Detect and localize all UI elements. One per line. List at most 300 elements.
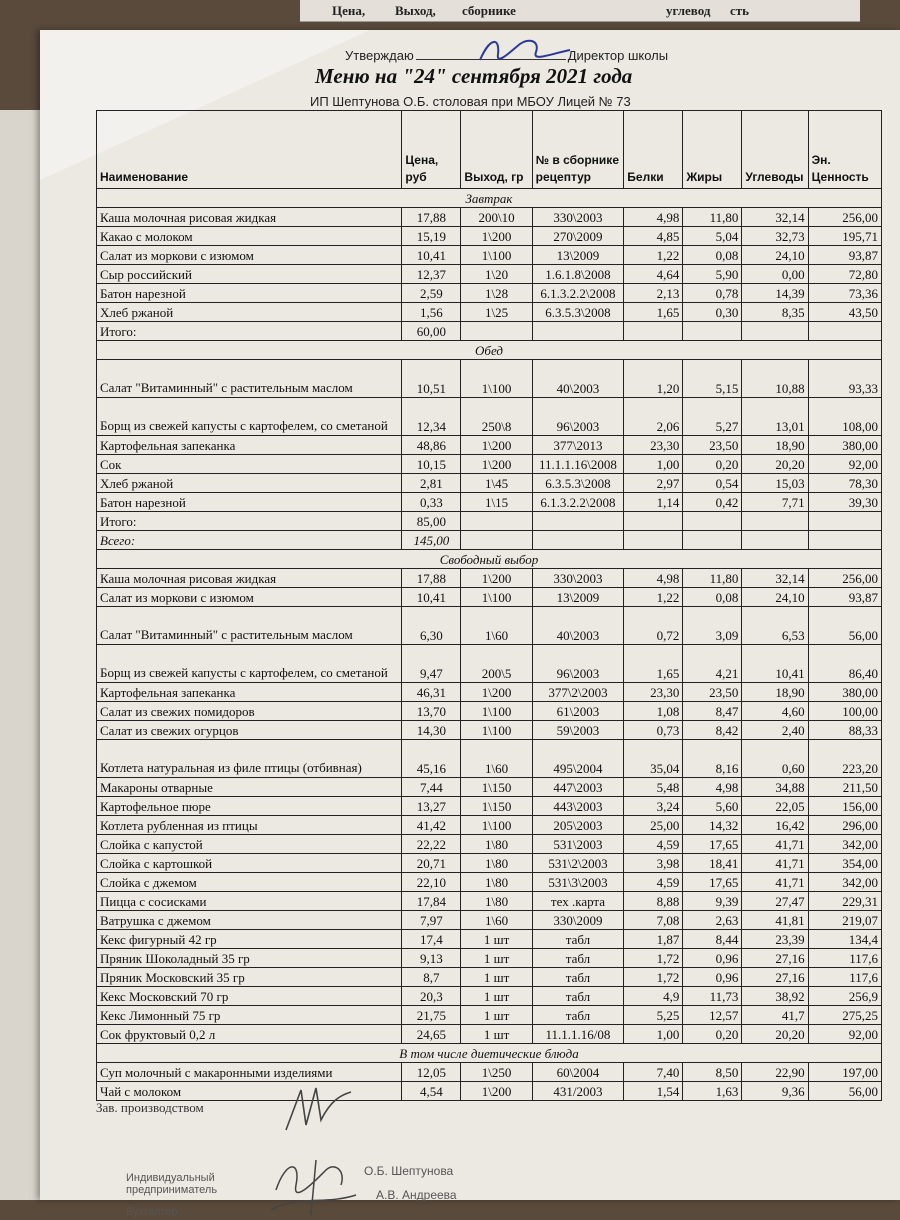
cell-price: 10,51: [402, 360, 461, 398]
cell-price: 22,22: [402, 835, 461, 854]
cell-name: Салат из свежих помидоров: [97, 702, 402, 721]
cell-output: 250\8: [461, 398, 532, 436]
cell-carbs: 18,90: [742, 436, 808, 455]
cell-energy: 219,07: [808, 911, 881, 930]
header-name: Наименование: [97, 111, 402, 189]
empty-cell: [683, 531, 742, 550]
cell-protein: 1,00: [624, 1025, 683, 1044]
cell-price: 0,33: [402, 493, 461, 512]
table-row: [97, 987, 882, 1006]
cell-name: Пряник Московский 35 гр: [97, 968, 402, 987]
cell-energy: 39,30: [808, 493, 881, 512]
cell-output: 1 шт: [461, 930, 532, 949]
cell-protein: 1,72: [624, 968, 683, 987]
approval-role: Директор школы: [567, 48, 669, 63]
header-energy: Эн. Ценность: [808, 111, 881, 189]
cell-output: 1\200: [461, 1082, 532, 1101]
cell-recipe: 11.1.1.16\2008: [532, 455, 624, 474]
cell-output: 1 шт: [461, 968, 532, 987]
cell-carbs: 22,90: [742, 1063, 808, 1082]
cell-recipe: 531\2003: [532, 835, 624, 854]
table-row: [97, 873, 882, 892]
table-row: [97, 436, 882, 455]
cell-output: 1\100: [461, 702, 532, 721]
cell-output: 1\25: [461, 303, 532, 322]
cell-price: 24,65: [402, 1025, 461, 1044]
cell-name: Каша молочная рисовая жидкая: [97, 569, 402, 588]
cell-fat: 0,78: [683, 284, 742, 303]
cell-name: Картофельная запеканка: [97, 683, 402, 702]
table-row: [97, 645, 882, 683]
cell-energy: 93,87: [808, 588, 881, 607]
section-header-row: [97, 1044, 882, 1063]
cell-carbs: 4,60: [742, 702, 808, 721]
cell-energy: 93,33: [808, 360, 881, 398]
empty-cell: [683, 512, 742, 531]
cell-output: 1\200: [461, 436, 532, 455]
header-recipe: № в сборнике рецептур: [532, 111, 624, 189]
cell-price: 2,81: [402, 474, 461, 493]
cell-fat: 0,96: [683, 968, 742, 987]
cell-protein: 7,40: [624, 1063, 683, 1082]
cell-fat: 1,63: [683, 1082, 742, 1101]
page-title: Меню на "24" сентября 2021 года: [315, 64, 633, 88]
empty-cell: [742, 322, 808, 341]
cell-output: 1\100: [461, 588, 532, 607]
cell-name: Салат "Витаминный" с растительным маслом: [97, 360, 402, 398]
cell-output: 1\80: [461, 835, 532, 854]
cell-fat: 17,65: [683, 873, 742, 892]
header-protein: Белки: [624, 111, 683, 189]
table-row: [97, 949, 882, 968]
cell-protein: 2,13: [624, 284, 683, 303]
cell-output: 1\100: [461, 360, 532, 398]
cell-name: Пряник Шоколадный 35 гр: [97, 949, 402, 968]
cell-fat: 0,42: [683, 493, 742, 512]
cell-protein: 3,24: [624, 797, 683, 816]
footer-name-2: А.В. Андреева: [376, 1188, 457, 1202]
approval-label: Утверждаю: [345, 48, 414, 63]
cell-name: Слойка с капустой: [97, 835, 402, 854]
cell-energy: 56,00: [808, 1082, 881, 1101]
cell-name: Котлета рубленная из птицы: [97, 816, 402, 835]
cell-price: 6,30: [402, 607, 461, 645]
cell-recipe: 377\2\2003: [532, 683, 624, 702]
total-value: 85,00: [402, 512, 461, 531]
cell-carbs: 34,88: [742, 778, 808, 797]
table-row: [97, 265, 882, 284]
cell-fat: 0,54: [683, 474, 742, 493]
cell-fat: 8,50: [683, 1063, 742, 1082]
cell-name: Какао с молоком: [97, 227, 402, 246]
cell-fat: 5,27: [683, 398, 742, 436]
cell-recipe: 447\2003: [532, 778, 624, 797]
cell-energy: 197,00: [808, 1063, 881, 1082]
cell-name: Батон нарезной: [97, 284, 402, 303]
cell-carbs: 10,41: [742, 645, 808, 683]
cell-protein: 0,73: [624, 721, 683, 740]
menu-sheet: [40, 30, 900, 1218]
cell-energy: 342,00: [808, 873, 881, 892]
cell-carbs: 24,10: [742, 246, 808, 265]
cell-recipe: 40\2003: [532, 360, 624, 398]
cell-output: 1\80: [461, 892, 532, 911]
cell-fat: 11,80: [683, 569, 742, 588]
menu-table: [96, 110, 882, 1101]
cell-name: Кекс фигурный 42 гр: [97, 930, 402, 949]
cell-recipe: 531\2\2003: [532, 854, 624, 873]
cell-energy: 56,00: [808, 607, 881, 645]
cell-name: Пицца с сосисками: [97, 892, 402, 911]
table-row: [97, 493, 882, 512]
cell-protein: 1,08: [624, 702, 683, 721]
total-value: 60,00: [402, 322, 461, 341]
cell-name: Салат из свежих огурцов: [97, 721, 402, 740]
table-row: [97, 1082, 882, 1101]
cell-price: 17,88: [402, 569, 461, 588]
empty-cell: [808, 322, 881, 341]
stamp-role-accountant: Бухгалтер: [126, 1206, 178, 1218]
cell-protein: 2,06: [624, 398, 683, 436]
cell-energy: 380,00: [808, 683, 881, 702]
cell-output: 1 шт: [461, 949, 532, 968]
cell-recipe: табл: [532, 949, 624, 968]
cell-energy: 256,9: [808, 987, 881, 1006]
cell-output: 1 шт: [461, 1006, 532, 1025]
cell-price: 14,30: [402, 721, 461, 740]
cell-protein: 1,72: [624, 949, 683, 968]
section-title: В том числе диетические блюда: [97, 1044, 882, 1063]
cell-output: 1\200: [461, 227, 532, 246]
cell-output: 1\250: [461, 1063, 532, 1082]
section-title: Свободный выбор: [97, 550, 882, 569]
cell-protein: 1,87: [624, 930, 683, 949]
cell-protein: 1,20: [624, 360, 683, 398]
cell-protein: 4,64: [624, 265, 683, 284]
cell-protein: 1,65: [624, 303, 683, 322]
cell-energy: 93,87: [808, 246, 881, 265]
cell-carbs: 27,16: [742, 968, 808, 987]
cell-energy: 134,4: [808, 930, 881, 949]
total-row: [97, 322, 882, 341]
cell-output: 1\20: [461, 265, 532, 284]
cell-output: 1\80: [461, 873, 532, 892]
cell-protein: 2,97: [624, 474, 683, 493]
cell-price: 41,42: [402, 816, 461, 835]
cell-energy: 380,00: [808, 436, 881, 455]
cell-price: 8,7: [402, 968, 461, 987]
table-row: [97, 930, 882, 949]
cell-carbs: 23,39: [742, 930, 808, 949]
cell-price: 45,16: [402, 740, 461, 778]
cell-price: 15,19: [402, 227, 461, 246]
table-row: [97, 588, 882, 607]
cell-price: 12,37: [402, 265, 461, 284]
cell-price: 2,59: [402, 284, 461, 303]
cell-price: 21,75: [402, 1006, 461, 1025]
cell-carbs: 41,7: [742, 1006, 808, 1025]
cell-protein: 23,30: [624, 436, 683, 455]
cell-output: 1\100: [461, 721, 532, 740]
cell-protein: 3,98: [624, 854, 683, 873]
cell-fat: 14,32: [683, 816, 742, 835]
cell-fat: 0,96: [683, 949, 742, 968]
cell-price: 13,27: [402, 797, 461, 816]
cell-price: 1,56: [402, 303, 461, 322]
cell-energy: 156,00: [808, 797, 881, 816]
page-subtitle: ИП Шептунова О.Б. столовая при МБОУ Лицей № 73: [310, 94, 631, 109]
background-paper-top: [300, 0, 860, 22]
cell-protein: 5,48: [624, 778, 683, 797]
cell-carbs: 41,71: [742, 873, 808, 892]
cell-price: 20,71: [402, 854, 461, 873]
cell-fat: 11,73: [683, 987, 742, 1006]
cell-recipe: 270\2009: [532, 227, 624, 246]
cell-recipe: 495\2004: [532, 740, 624, 778]
cell-name: Кекс Московский 70 гр: [97, 987, 402, 1006]
total-label: Итого:: [97, 322, 402, 341]
cell-price: 12,34: [402, 398, 461, 436]
cell-energy: 78,30: [808, 474, 881, 493]
cell-output: 1\15: [461, 493, 532, 512]
cell-name: Суп молочный с макаронными изделиями: [97, 1063, 402, 1082]
table-row: [97, 683, 882, 702]
cell-fat: 0,08: [683, 246, 742, 265]
cell-name: Слойка с джемом: [97, 873, 402, 892]
cell-name: Кекс Лимонный 75 гр: [97, 1006, 402, 1025]
cell-name: Салат "Витаминный" с растительным маслом: [97, 607, 402, 645]
cell-recipe: 443\2003: [532, 797, 624, 816]
cell-recipe: 377\2013: [532, 436, 624, 455]
cell-carbs: 15,03: [742, 474, 808, 493]
cell-energy: 117,6: [808, 968, 881, 987]
cell-name: Борщ из свежей капусты с картофелем, со сметаной: [97, 645, 402, 683]
empty-cell: [683, 322, 742, 341]
cell-recipe: 59\2003: [532, 721, 624, 740]
cell-recipe: табл: [532, 968, 624, 987]
grand-total-label: Всего:: [97, 531, 402, 550]
cell-output: 200\10: [461, 208, 532, 227]
cell-output: 1 шт: [461, 1025, 532, 1044]
cell-price: 12,05: [402, 1063, 461, 1082]
cell-energy: 211,50: [808, 778, 881, 797]
cell-energy: 256,00: [808, 569, 881, 588]
table-row: [97, 455, 882, 474]
cell-energy: 86,40: [808, 645, 881, 683]
cell-name: Салат из моркови с изюмом: [97, 246, 402, 265]
cell-price: 7,44: [402, 778, 461, 797]
header-fat: Жиры: [683, 111, 742, 189]
cell-protein: 1,65: [624, 645, 683, 683]
bg-header-energy: сть: [730, 3, 750, 18]
table-header-row: [97, 111, 882, 189]
cell-protein: 7,08: [624, 911, 683, 930]
cell-fat: 5,90: [683, 265, 742, 284]
cell-protein: 5,25: [624, 1006, 683, 1025]
cell-price: 17,84: [402, 892, 461, 911]
cell-name: Картофельная запеканка: [97, 436, 402, 455]
cell-fat: 23,50: [683, 436, 742, 455]
cell-protein: 4,59: [624, 835, 683, 854]
cell-recipe: 61\2003: [532, 702, 624, 721]
cell-price: 10,41: [402, 246, 461, 265]
cell-output: 1\200: [461, 455, 532, 474]
cell-energy: 100,00: [808, 702, 881, 721]
cell-name: Котлета натуральная из филе птицы (отбивная): [97, 740, 402, 778]
cell-carbs: 16,42: [742, 816, 808, 835]
cell-fat: 3,09: [683, 607, 742, 645]
cell-recipe: табл: [532, 930, 624, 949]
cell-recipe: 11.1.1.16/08: [532, 1025, 624, 1044]
bg-header-carbs: углевод: [666, 3, 711, 18]
cell-output: 1 шт: [461, 987, 532, 1006]
cell-name: Сыр российский: [97, 265, 402, 284]
empty-cell: [742, 512, 808, 531]
cell-protein: 4,98: [624, 569, 683, 588]
cell-recipe: 531\3\2003: [532, 873, 624, 892]
cell-fat: 12,57: [683, 1006, 742, 1025]
table-row: [97, 721, 882, 740]
cell-fat: 23,50: [683, 683, 742, 702]
cell-protein: 4,9: [624, 987, 683, 1006]
cell-carbs: 20,20: [742, 455, 808, 474]
bg-header-output: Выход,: [395, 3, 436, 18]
cell-energy: 88,33: [808, 721, 881, 740]
cell-recipe: 431/2003: [532, 1082, 624, 1101]
cell-carbs: 9,36: [742, 1082, 808, 1101]
cell-output: 200\5: [461, 645, 532, 683]
cell-energy: 275,25: [808, 1006, 881, 1025]
table-row: [97, 227, 882, 246]
cell-recipe: 96\2003: [532, 645, 624, 683]
cell-carbs: 32,14: [742, 569, 808, 588]
cell-protein: 0,72: [624, 607, 683, 645]
cell-carbs: 22,05: [742, 797, 808, 816]
table-row: [97, 246, 882, 265]
cell-carbs: 27,47: [742, 892, 808, 911]
table-row: [97, 569, 882, 588]
cell-protein: 8,88: [624, 892, 683, 911]
empty-cell: [532, 512, 624, 531]
table-row: [97, 854, 882, 873]
cell-output: 1\60: [461, 607, 532, 645]
cell-energy: 73,36: [808, 284, 881, 303]
cell-carbs: 24,10: [742, 588, 808, 607]
section-header-row: [97, 550, 882, 569]
cell-recipe: 6.1.3.2.2\2008: [532, 284, 624, 303]
cell-protein: 1,22: [624, 588, 683, 607]
section-header-row: [97, 341, 882, 360]
table-row: [97, 702, 882, 721]
cell-name: Салат из моркови с изюмом: [97, 588, 402, 607]
cell-recipe: 60\2004: [532, 1063, 624, 1082]
cell-fat: 0,20: [683, 1025, 742, 1044]
cell-price: 10,15: [402, 455, 461, 474]
cell-protein: 4,59: [624, 873, 683, 892]
cell-fat: 5,15: [683, 360, 742, 398]
cell-recipe: 40\2003: [532, 607, 624, 645]
bg-header-recipe: сборнике: [462, 3, 516, 18]
cell-fat: 8,44: [683, 930, 742, 949]
total-label: Итого:: [97, 512, 402, 531]
header-output: Выход, гр: [461, 111, 532, 189]
cell-output: 1\150: [461, 797, 532, 816]
cell-fat: 0,30: [683, 303, 742, 322]
table-row: [97, 208, 882, 227]
cell-output: 1\100: [461, 246, 532, 265]
cell-recipe: 205\2003: [532, 816, 624, 835]
cell-energy: 342,00: [808, 835, 881, 854]
cell-output: 1\150: [461, 778, 532, 797]
cell-recipe: 6.3.5.3\2008: [532, 474, 624, 493]
table-row: [97, 303, 882, 322]
cell-output: 1\200: [461, 569, 532, 588]
cell-name: Макароны отварные: [97, 778, 402, 797]
table-row: [97, 968, 882, 987]
cell-price: 4,54: [402, 1082, 461, 1101]
cell-carbs: 41,71: [742, 835, 808, 854]
cell-recipe: 330\2003: [532, 208, 624, 227]
cell-price: 46,31: [402, 683, 461, 702]
cell-name: Батон нарезной: [97, 493, 402, 512]
cell-energy: 72,80: [808, 265, 881, 284]
cell-carbs: 32,14: [742, 208, 808, 227]
cell-name: Хлеб ржаной: [97, 474, 402, 493]
cell-recipe: тех .карта: [532, 892, 624, 911]
cell-fat: 0,20: [683, 455, 742, 474]
cell-fat: 4,21: [683, 645, 742, 683]
cell-fat: 11,80: [683, 208, 742, 227]
cell-output: 1\60: [461, 911, 532, 930]
cell-energy: 92,00: [808, 1025, 881, 1044]
cell-fat: 8,42: [683, 721, 742, 740]
cell-carbs: 7,71: [742, 493, 808, 512]
cell-name: Каша молочная рисовая жидкая: [97, 208, 402, 227]
stamp-role-entrepreneur: Индивидуальный предприниматель: [126, 1172, 218, 1196]
cell-energy: 92,00: [808, 455, 881, 474]
cell-output: 1\28: [461, 284, 532, 303]
manager-signature-icon: [276, 1080, 356, 1140]
cell-protein: 25,00: [624, 816, 683, 835]
cell-price: 17,88: [402, 208, 461, 227]
cell-fat: 8,16: [683, 740, 742, 778]
cell-energy: 256,00: [808, 208, 881, 227]
cell-carbs: 13,01: [742, 398, 808, 436]
cell-energy: 117,6: [808, 949, 881, 968]
section-title: Обед: [97, 341, 882, 360]
cell-carbs: 14,39: [742, 284, 808, 303]
cell-protein: 4,85: [624, 227, 683, 246]
header-carbs: Углеводы: [742, 111, 808, 189]
cell-fat: 17,65: [683, 835, 742, 854]
table-row: [97, 1063, 882, 1082]
cell-fat: 5,60: [683, 797, 742, 816]
total-row: [97, 512, 882, 531]
cell-price: 13,70: [402, 702, 461, 721]
cell-recipe: 6.3.5.3\2008: [532, 303, 624, 322]
cell-output: 1\60: [461, 740, 532, 778]
cell-carbs: 41,81: [742, 911, 808, 930]
table-row: [97, 835, 882, 854]
cell-price: 9,13: [402, 949, 461, 968]
cell-recipe: 13\2009: [532, 588, 624, 607]
owner-signature-icon: [256, 1150, 366, 1220]
cell-protein: 1,22: [624, 246, 683, 265]
cell-carbs: 6,53: [742, 607, 808, 645]
cell-fat: 5,04: [683, 227, 742, 246]
cell-name: Картофельное пюре: [97, 797, 402, 816]
cell-protein: 23,30: [624, 683, 683, 702]
